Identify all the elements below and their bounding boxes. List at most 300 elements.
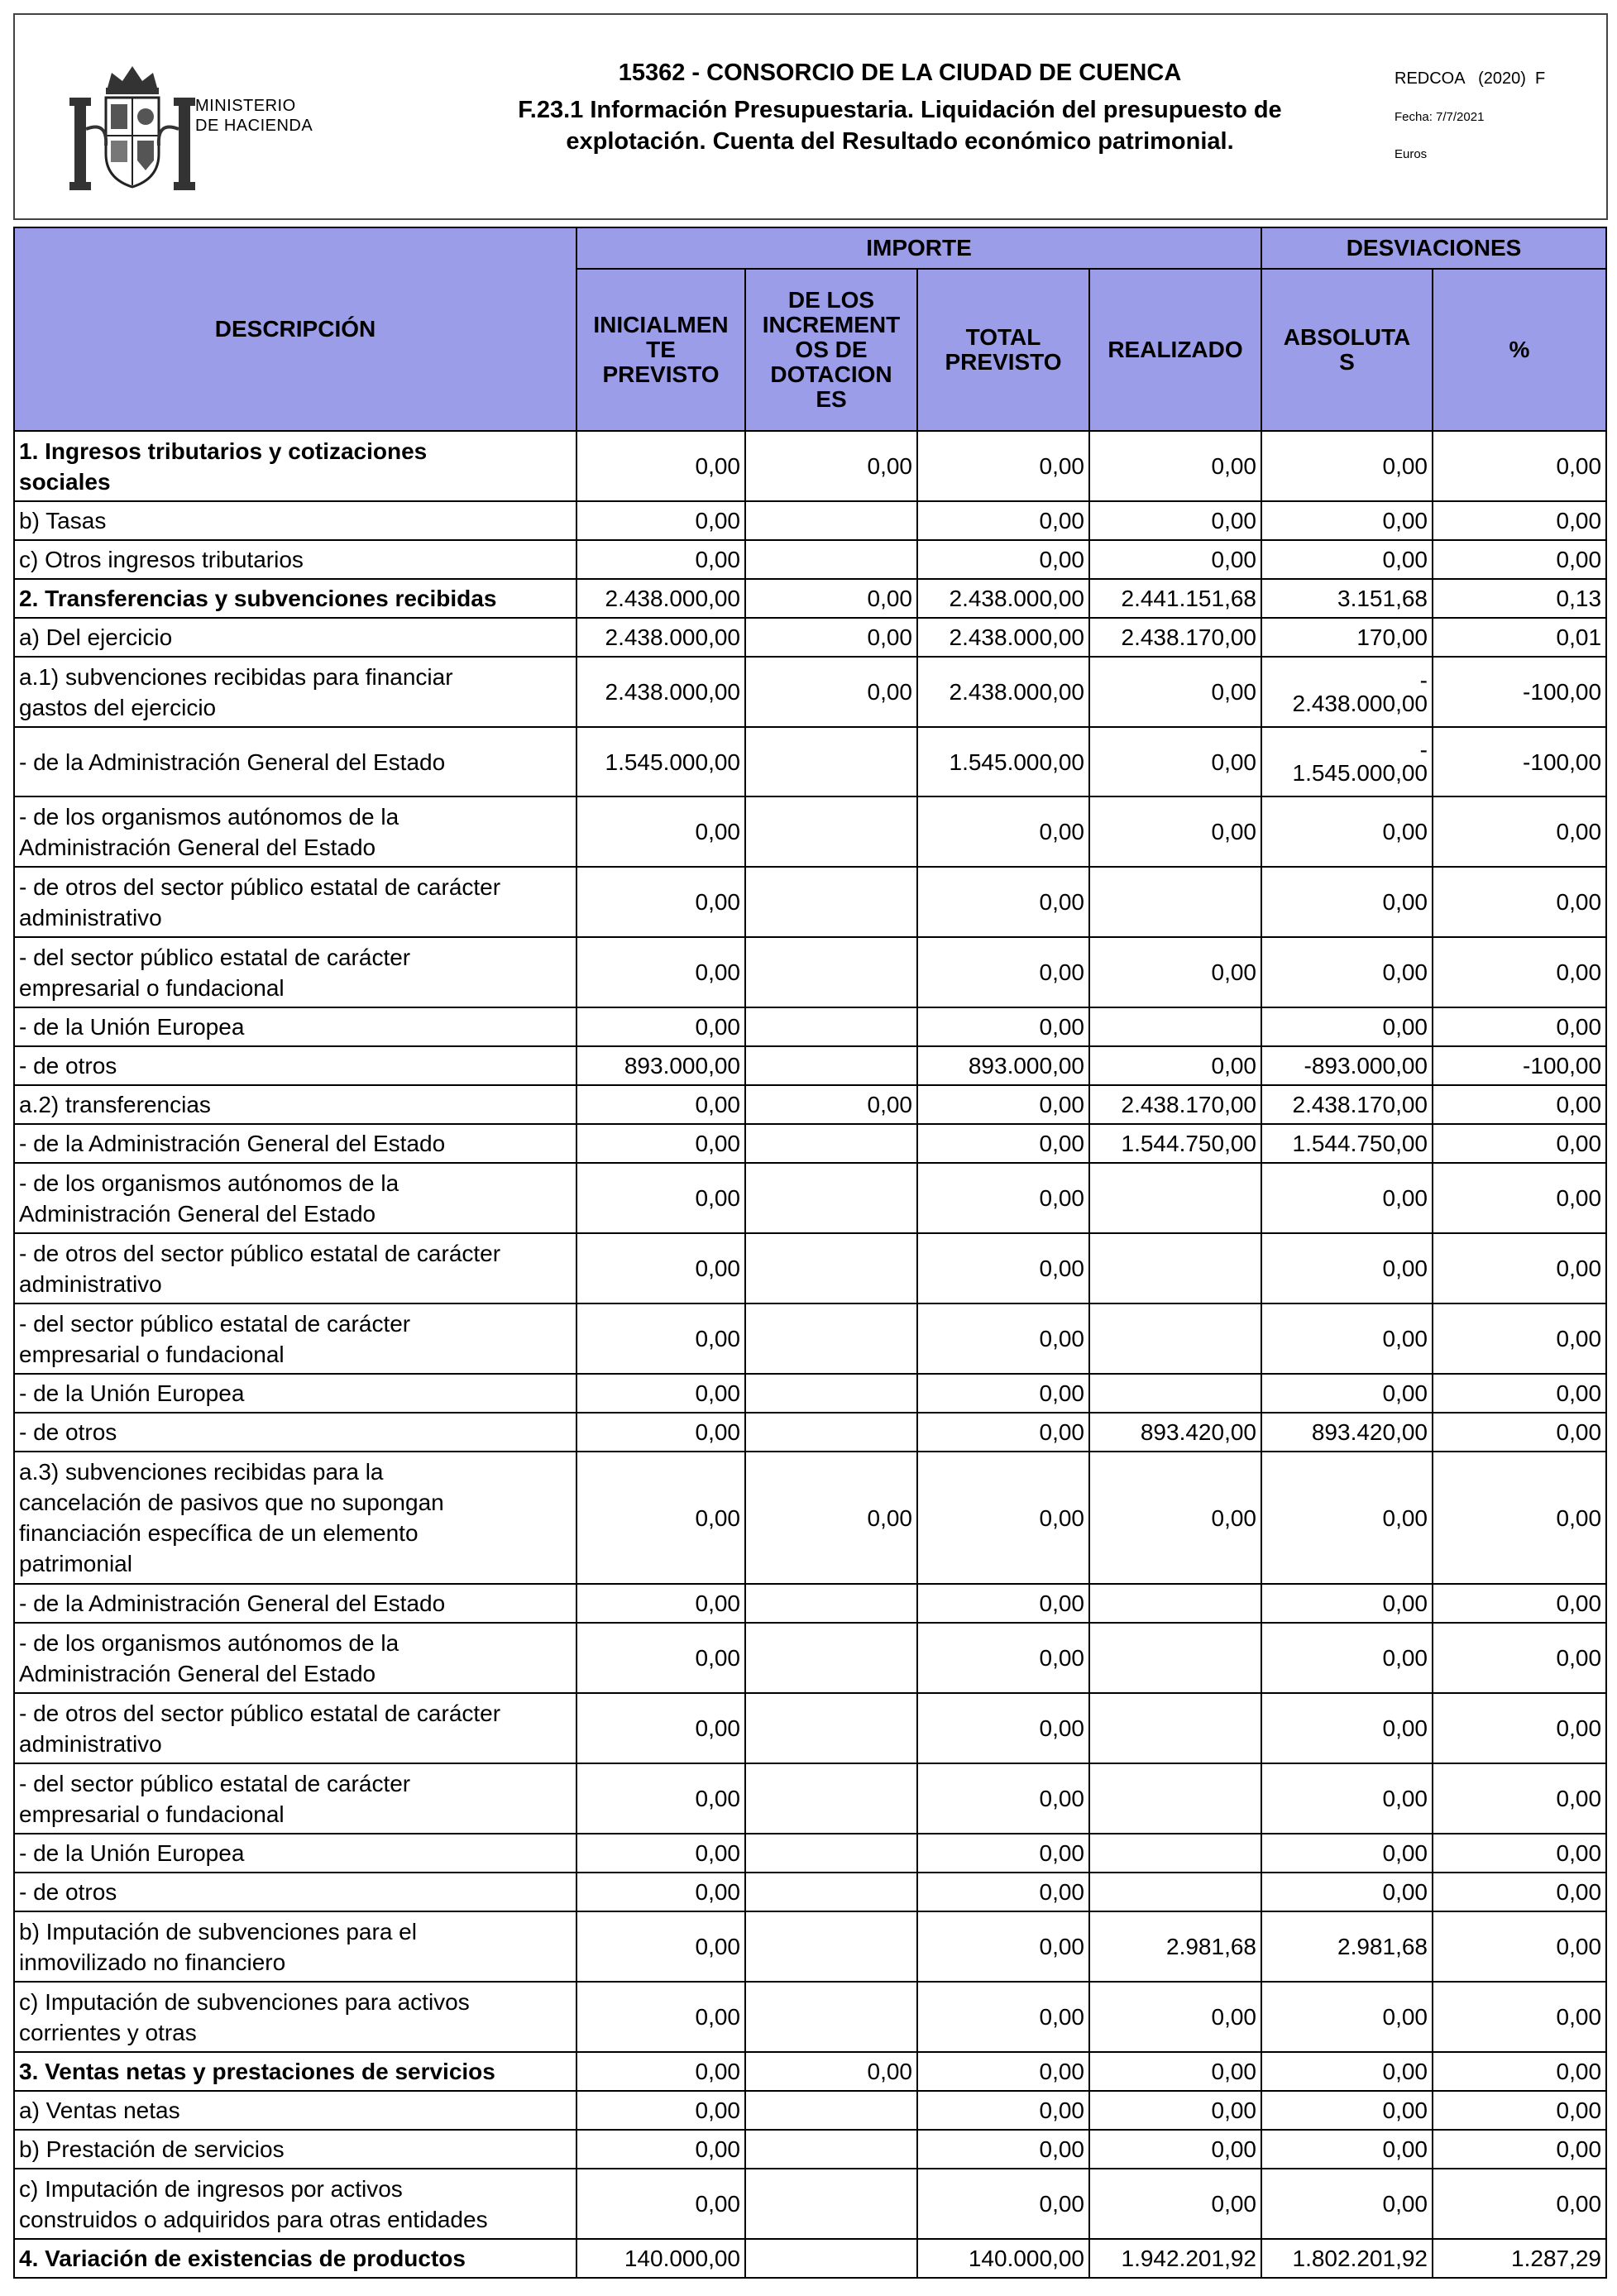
cell-absoluta: 0,00	[1261, 937, 1433, 1007]
cell-percent: 0,00	[1433, 501, 1606, 540]
col-inicial-l3: PREVISTO	[602, 361, 720, 387]
table-row	[14, 1085, 1606, 1124]
cell-incrementos: 0,00	[745, 431, 917, 501]
cell-realizado: 1.544.750,00	[1089, 1124, 1261, 1163]
row-description	[14, 2130, 576, 2169]
table-row	[14, 1007, 1606, 1046]
cell-absoluta: 0,00	[1261, 1452, 1433, 1584]
ministry-line-2: DE HACIENDA	[195, 117, 313, 135]
col-abs-l2: S	[1339, 349, 1355, 375]
table-row	[14, 2091, 1606, 2130]
row-description-line: administrativo	[19, 904, 162, 930]
cell-total: 0,00	[917, 1982, 1089, 2052]
row-description-line: - de los organismos autónomos de la	[19, 803, 399, 830]
cell-incrementos	[745, 540, 917, 579]
coat-of-arms-icon	[58, 55, 207, 203]
cell-absoluta: 0,00	[1261, 501, 1433, 540]
table-row	[14, 1693, 1606, 1763]
cell-percent: 0,01	[1433, 618, 1606, 657]
cell-realizado: 0,00	[1089, 796, 1261, 867]
cell-percent: 0,00	[1433, 431, 1606, 501]
cell-absoluta	[1261, 657, 1433, 727]
cell-percent: 0,00	[1433, 2091, 1606, 2130]
cell-realizado	[1089, 1623, 1261, 1693]
cell-percent: 0,00	[1433, 1007, 1606, 1046]
row-description-line: administrativo	[19, 1730, 162, 1757]
cell-absoluta: 0,00	[1261, 1693, 1433, 1763]
row-description-line: - de la Administración General del Estado	[19, 749, 446, 775]
cell-percent: 0,00	[1433, 1982, 1606, 2052]
row-description	[14, 1873, 576, 1911]
table-row	[14, 2052, 1606, 2091]
header-group-row	[14, 227, 1606, 269]
cell-total: 0,00	[917, 431, 1089, 501]
cell-percent: 0,13	[1433, 579, 1606, 618]
table-row	[14, 1413, 1606, 1452]
cell-inicial: 893.000,00	[576, 1046, 745, 1085]
row-description	[14, 1834, 576, 1873]
cell-incrementos	[745, 796, 917, 867]
cell-incrementos	[745, 727, 917, 796]
cell-total: 0,00	[917, 1007, 1089, 1046]
cell-total: 0,00	[917, 867, 1089, 937]
table-row	[14, 1452, 1606, 1584]
table-row	[14, 2130, 1606, 2169]
table-row	[14, 1873, 1606, 1911]
cell-total: 2.438.000,00	[917, 579, 1089, 618]
row-description	[14, 657, 576, 727]
cell-percent: 1.287,29	[1433, 2239, 1606, 2278]
cell-realizado: 2.441.151,68	[1089, 579, 1261, 618]
table-row	[14, 727, 1606, 796]
row-description	[14, 1693, 576, 1763]
group-importe: IMPORTE	[576, 227, 1261, 269]
table-row	[14, 1046, 1606, 1085]
cell-incrementos	[745, 1693, 917, 1763]
table-row	[14, 431, 1606, 501]
row-description-line: c) Otros ingresos tributarios	[19, 547, 304, 572]
ministry-line-1: MINISTERIO	[195, 97, 296, 115]
cell-percent: 0,00	[1433, 1124, 1606, 1163]
cell-percent: -100,00	[1433, 657, 1606, 727]
cell-percent: -100,00	[1433, 727, 1606, 796]
cell-realizado	[1089, 1303, 1261, 1374]
cell-total: 0,00	[917, 1303, 1089, 1374]
cell-percent: 0,00	[1433, 2169, 1606, 2239]
report-code: REDCOA (2020) F	[1395, 69, 1546, 88]
row-description-line: - de la Unión Europea	[19, 1840, 245, 1866]
cell-incrementos	[745, 1834, 917, 1873]
table-row	[14, 867, 1606, 937]
cell-realizado: 0,00	[1089, 1046, 1261, 1085]
cell-total: 0,00	[917, 2091, 1089, 2130]
cell-inicial: 0,00	[576, 1982, 745, 2052]
cell-absoluta: 2.438.170,00	[1261, 1085, 1433, 1124]
table-row	[14, 2239, 1606, 2278]
cell-inicial: 0,00	[576, 1374, 745, 1413]
cell-realizado	[1089, 1584, 1261, 1623]
cell-amount: 1.545.000,00	[1292, 760, 1428, 786]
cell-inicial: 0,00	[576, 1303, 745, 1374]
cell-absoluta: 0,00	[1261, 1873, 1433, 1911]
cell-incrementos	[745, 1911, 917, 1982]
row-description-line: - de otros	[19, 1879, 117, 1905]
col-incr-l1: DE LOS	[787, 287, 875, 313]
cell-sign: -	[1419, 667, 1428, 693]
cell-absoluta: 0,00	[1261, 2169, 1433, 2239]
cell-absoluta: 0,00	[1261, 540, 1433, 579]
group-desviaciones: DESVIACIONES	[1261, 227, 1606, 269]
col-total-previsto	[917, 269, 1089, 431]
cell-realizado: 0,00	[1089, 431, 1261, 501]
col-total-l1: TOTAL	[965, 324, 1041, 350]
row-description-line: 4. Variación de existencias de productos	[19, 2246, 466, 2271]
cell-incrementos	[745, 867, 917, 937]
row-description	[14, 1584, 576, 1623]
cell-inicial: 140.000,00	[576, 2239, 745, 2278]
cell-percent: 0,00	[1433, 540, 1606, 579]
cell-absoluta: 0,00	[1261, 1982, 1433, 2052]
table-row	[14, 1163, 1606, 1233]
cell-inicial: 0,00	[576, 1413, 745, 1452]
row-description-line: gastos del ejercicio	[19, 694, 217, 720]
cell-absoluta	[1261, 727, 1433, 796]
cell-realizado	[1089, 1163, 1261, 1233]
cell-total: 0,00	[917, 1163, 1089, 1233]
cell-percent: 0,00	[1433, 1911, 1606, 1982]
cell-total: 0,00	[917, 1623, 1089, 1693]
cell-absoluta: 0,00	[1261, 1233, 1433, 1303]
row-description	[14, 1233, 576, 1303]
cell-absoluta: 0,00	[1261, 1834, 1433, 1873]
row-description-line: 2. Transferencias y subvenciones recibidas	[19, 586, 497, 611]
cell-realizado	[1089, 1374, 1261, 1413]
cell-inicial: 0,00	[576, 796, 745, 867]
cell-incrementos	[745, 501, 917, 540]
col-incrementos	[745, 269, 917, 431]
cell-total: 0,00	[917, 1584, 1089, 1623]
cell-inicial: 0,00	[576, 1085, 745, 1124]
cell-percent: 0,00	[1433, 1233, 1606, 1303]
row-description	[14, 1623, 576, 1693]
cell-absoluta: 0,00	[1261, 2052, 1433, 2091]
cell-incrementos	[745, 1873, 917, 1911]
cell-realizado: 0,00	[1089, 2169, 1261, 2239]
row-description-line: a) Ventas netas	[19, 2097, 180, 2123]
cell-total: 0,00	[917, 1911, 1089, 1982]
row-description-line: cancelación de pasivos que no supongan	[19, 1490, 444, 1515]
budget-table	[13, 227, 1607, 2279]
cell-inicial: 0,00	[576, 2052, 745, 2091]
cell-inicial: 2.438.000,00	[576, 618, 745, 657]
cell-total: 0,00	[917, 2169, 1089, 2239]
row-description-line: 1. Ingresos tributarios y cotizaciones	[19, 438, 428, 464]
cell-inicial: 0,00	[576, 540, 745, 579]
row-description	[14, 1124, 576, 1163]
row-description-line: empresarial o fundacional	[19, 1801, 285, 1827]
cell-total: 0,00	[917, 2130, 1089, 2169]
cell-total: 0,00	[917, 1873, 1089, 1911]
cell-total: 0,00	[917, 2052, 1089, 2091]
cell-total: 0,00	[917, 1085, 1089, 1124]
cell-inicial: 2.438.000,00	[576, 579, 745, 618]
row-description-line: 3. Ventas netas y prestaciones de servicios	[19, 2059, 495, 2084]
report-meta	[1395, 69, 1545, 161]
row-description	[14, 501, 576, 540]
cell-inicial: 0,00	[576, 1623, 745, 1693]
row-description	[14, 540, 576, 579]
cell-total: 0,00	[917, 1374, 1089, 1413]
col-total-l2: PREVISTO	[945, 349, 1062, 375]
cell-inicial: 0,00	[576, 1693, 745, 1763]
cell-percent: 0,00	[1433, 1623, 1606, 1693]
row-description-line: - de los organismos autónomos de la	[19, 1170, 399, 1196]
cell-total: 0,00	[917, 1693, 1089, 1763]
row-description-line: - de otros del sector público estatal de carácter	[19, 1240, 501, 1266]
cell-absoluta: 0,00	[1261, 431, 1433, 501]
cell-incrementos	[745, 1584, 917, 1623]
col-inicialmente-previsto	[576, 269, 745, 431]
table-body	[14, 431, 1606, 2278]
cell-inicial: 0,00	[576, 1763, 745, 1834]
cell-total: 1.545.000,00	[917, 727, 1089, 796]
row-description-line: Administración General del Estado	[19, 1660, 376, 1686]
cell-percent: 0,00	[1433, 1085, 1606, 1124]
cell-percent: 0,00	[1433, 1873, 1606, 1911]
row-description	[14, 1007, 576, 1046]
cell-inicial: 0,00	[576, 501, 745, 540]
row-description	[14, 1163, 576, 1233]
row-description-line: empresarial o fundacional	[19, 1341, 285, 1367]
col-incr-l3: OS DE	[795, 337, 868, 362]
cell-total: 0,00	[917, 1763, 1089, 1834]
table-row	[14, 579, 1606, 618]
cell-percent: 0,00	[1433, 867, 1606, 937]
row-description-line: inmovilizado no financiero	[19, 1949, 286, 1975]
cell-incrementos	[745, 2169, 917, 2239]
cell-incrementos	[745, 1046, 917, 1085]
cell-realizado	[1089, 1693, 1261, 1763]
table-row	[14, 796, 1606, 867]
cell-percent: 0,00	[1433, 1413, 1606, 1452]
col-abs-l1: ABSOLUTA	[1283, 324, 1411, 350]
row-description	[14, 1413, 576, 1452]
cell-percent: 0,00	[1433, 1374, 1606, 1413]
row-description-line: b) Prestación de servicios	[19, 2136, 285, 2162]
row-description-line: empresarial o fundacional	[19, 974, 285, 1001]
cell-absoluta: 0,00	[1261, 1163, 1433, 1233]
col-absolutas	[1261, 269, 1433, 431]
col-percent: %	[1433, 269, 1606, 431]
cell-absoluta: 0,00	[1261, 1374, 1433, 1413]
row-description-line: - del sector público estatal de carácter	[19, 1770, 411, 1796]
cell-realizado	[1089, 1873, 1261, 1911]
cell-incrementos	[745, 1303, 917, 1374]
cell-percent: 0,00	[1433, 1693, 1606, 1763]
cell-realizado: 0,00	[1089, 2130, 1261, 2169]
cell-absoluta: 0,00	[1261, 1303, 1433, 1374]
cell-absoluta: -893.000,00	[1261, 1046, 1433, 1085]
cell-incrementos: 0,00	[745, 1452, 917, 1584]
cell-absoluta: 170,00	[1261, 618, 1433, 657]
col-descripcion: DESCRIPCIÓN	[14, 227, 576, 431]
cell-percent: 0,00	[1433, 1584, 1606, 1623]
row-description-line: financiación específica de un elemento	[19, 1520, 419, 1546]
cell-total: 0,00	[917, 501, 1089, 540]
row-description	[14, 2052, 576, 2091]
row-description-line: - de otros del sector público estatal de carácter	[19, 873, 501, 900]
row-description-line: Administración General del Estado	[19, 834, 376, 860]
col-incr-l4: DOTACION	[770, 361, 892, 387]
cell-realizado: 0,00	[1089, 540, 1261, 579]
row-description	[14, 1374, 576, 1413]
cell-incrementos: 0,00	[745, 2052, 917, 2091]
row-description	[14, 1763, 576, 1834]
cell-amount: 2.438.000,00	[1292, 690, 1428, 716]
cell-percent: 0,00	[1433, 1303, 1606, 1374]
cell-incrementos: 0,00	[745, 657, 917, 727]
cell-percent: 0,00	[1433, 2130, 1606, 2169]
row-description	[14, 2239, 576, 2278]
cell-percent: 0,00	[1433, 1763, 1606, 1834]
cell-percent: 0,00	[1433, 1163, 1606, 1233]
table-row	[14, 1834, 1606, 1873]
cell-incrementos	[745, 1413, 917, 1452]
cell-absoluta: 0,00	[1261, 796, 1433, 867]
cell-incrementos	[745, 1007, 917, 1046]
table-row	[14, 1623, 1606, 1693]
row-description-line: b) Tasas	[19, 508, 107, 533]
cell-incrementos	[745, 2239, 917, 2278]
table-row	[14, 1911, 1606, 1982]
table-row	[14, 1233, 1606, 1303]
cell-incrementos: 0,00	[745, 579, 917, 618]
cell-realizado: 0,00	[1089, 937, 1261, 1007]
report-units: Euros	[1395, 147, 1428, 161]
report-subtitle-line-2: explotación. Cuenta del Resultado económico patrimonial.	[566, 128, 1234, 155]
cell-absoluta: 3.151,68	[1261, 579, 1433, 618]
cell-incrementos	[745, 1982, 917, 2052]
cell-inicial: 0,00	[576, 1584, 745, 1623]
col-incr-l2: INCREMENT	[762, 312, 901, 337]
col-incr-l5: ES	[816, 386, 847, 412]
row-description	[14, 1982, 576, 2052]
cell-realizado: 0,00	[1089, 2052, 1261, 2091]
row-description-line: a) Del ejercicio	[19, 624, 173, 650]
cell-realizado	[1089, 1834, 1261, 1873]
cell-percent: 0,00	[1433, 937, 1606, 1007]
cell-incrementos: 0,00	[745, 618, 917, 657]
row-description-line: - de otros	[19, 1419, 117, 1445]
cell-total: 2.438.000,00	[917, 618, 1089, 657]
row-description-line: - del sector público estatal de carácter	[19, 1310, 411, 1337]
table-row	[14, 540, 1606, 579]
cell-inicial: 0,00	[576, 937, 745, 1007]
cell-incrementos	[745, 1233, 917, 1303]
cell-percent: 0,00	[1433, 796, 1606, 867]
cell-inicial: 0,00	[576, 1452, 745, 1584]
cell-inicial: 0,00	[576, 1233, 745, 1303]
cell-incrementos	[745, 1374, 917, 1413]
table-row	[14, 1124, 1606, 1163]
cell-inicial: 0,00	[576, 2169, 745, 2239]
cell-incrementos	[745, 2091, 917, 2130]
cell-percent: 0,00	[1433, 1834, 1606, 1873]
cell-inicial: 0,00	[576, 1834, 745, 1873]
row-description-line: - de otros	[19, 1053, 117, 1079]
cell-inicial: 0,00	[576, 2130, 745, 2169]
cell-realizado: 0,00	[1089, 1452, 1261, 1584]
row-description	[14, 1303, 576, 1374]
cell-realizado: 893.420,00	[1089, 1413, 1261, 1452]
cell-realizado: 0,00	[1089, 657, 1261, 727]
cell-incrementos	[745, 1763, 917, 1834]
cell-inicial: 0,00	[576, 431, 745, 501]
row-description	[14, 867, 576, 937]
cell-inicial: 0,00	[576, 2091, 745, 2130]
row-description	[14, 2169, 576, 2239]
cell-absoluta: 0,00	[1261, 2091, 1433, 2130]
cell-total: 0,00	[917, 1834, 1089, 1873]
cell-realizado: 0,00	[1089, 1982, 1261, 2052]
row-description	[14, 727, 576, 796]
row-description-line: b) Imputación de subvenciones para el	[19, 1918, 417, 1944]
cell-absoluta: 1.544.750,00	[1261, 1124, 1433, 1163]
table-row	[14, 2169, 1606, 2239]
cell-inicial: 1.545.000,00	[576, 727, 745, 796]
cell-realizado	[1089, 867, 1261, 937]
cell-total: 0,00	[917, 1413, 1089, 1452]
row-description	[14, 796, 576, 867]
cell-realizado: 0,00	[1089, 727, 1261, 796]
row-description-line: construidos o adquiridos para otras entidades	[19, 2206, 488, 2232]
cell-realizado: 2.981,68	[1089, 1911, 1261, 1982]
row-description	[14, 1911, 576, 1982]
cell-total: 0,00	[917, 1452, 1089, 1584]
cell-realizado: 0,00	[1089, 2091, 1261, 2130]
row-description	[14, 2091, 576, 2130]
table-row	[14, 1303, 1606, 1374]
table-row	[14, 657, 1606, 727]
row-description	[14, 1452, 576, 1584]
row-description-line: - de los organismos autónomos de la	[19, 1629, 399, 1656]
cell-total: 893.000,00	[917, 1046, 1089, 1085]
cell-total: 0,00	[917, 540, 1089, 579]
cell-percent: -100,00	[1433, 1046, 1606, 1085]
cell-total: 0,00	[917, 1233, 1089, 1303]
table-row	[14, 1584, 1606, 1623]
report-subtitle	[462, 94, 1338, 157]
row-description-line: - del sector público estatal de carácter	[19, 944, 411, 970]
row-description	[14, 618, 576, 657]
cell-realizado: 2.438.170,00	[1089, 618, 1261, 657]
row-description-line: a.2) transferencias	[19, 1092, 211, 1117]
row-description-line: Administración General del Estado	[19, 1200, 376, 1227]
cell-inicial: 0,00	[576, 867, 745, 937]
cell-inicial: 0,00	[576, 1873, 745, 1911]
cell-total: 0,00	[917, 796, 1089, 867]
cell-realizado	[1089, 1007, 1261, 1046]
cell-absoluta: 0,00	[1261, 1007, 1433, 1046]
report-title: 15362 - CONSORCIO DE LA CIUDAD DE CUENCA	[618, 60, 1182, 86]
row-description	[14, 1085, 576, 1124]
cell-inicial: 0,00	[576, 1163, 745, 1233]
row-description-line: administrativo	[19, 1270, 162, 1297]
cell-incrementos	[745, 1163, 917, 1233]
cell-inicial: 2.438.000,00	[576, 657, 745, 727]
row-description-line: patrimonial	[19, 1551, 132, 1576]
cell-percent: 0,00	[1433, 1452, 1606, 1584]
